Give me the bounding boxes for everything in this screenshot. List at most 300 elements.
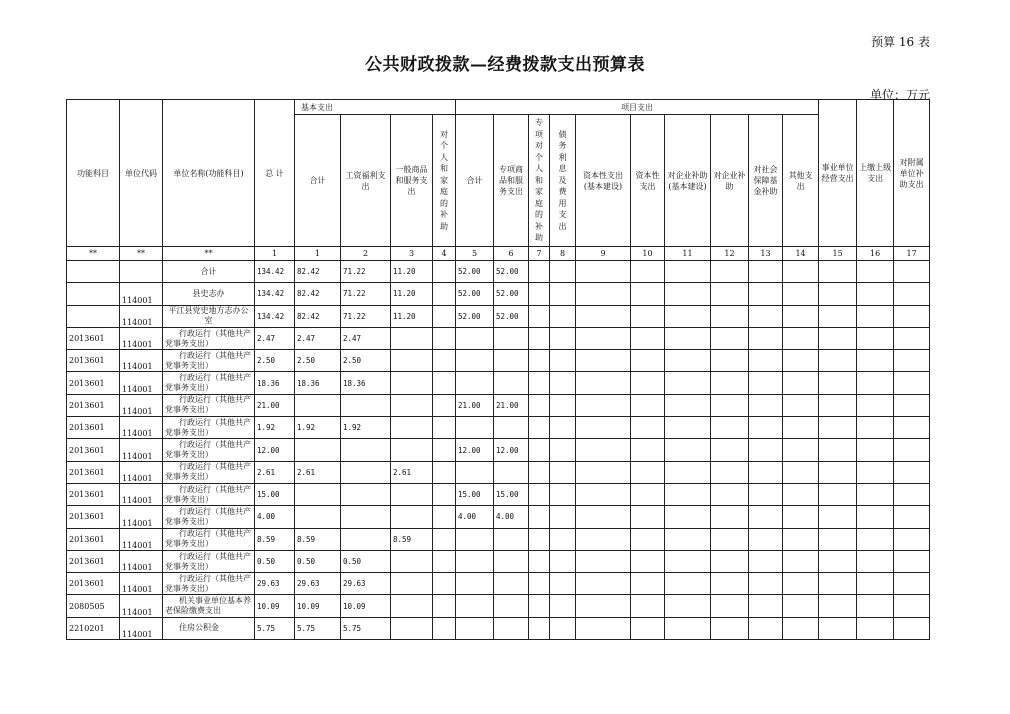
empty-cell: [783, 595, 819, 617]
empty-cell: [749, 528, 783, 550]
wages-cell: 5.75: [341, 617, 391, 639]
empty-cell: [749, 417, 783, 439]
wages-cell: [341, 506, 391, 528]
proj-sum-cell: [456, 617, 494, 639]
empty-cell: [894, 617, 930, 639]
basic-sum-cell: 10.09: [295, 595, 341, 617]
total-cell: 21.00: [255, 394, 295, 416]
empty-cell: [576, 573, 631, 595]
empty-cell: [631, 439, 665, 461]
column-index-cell: 2: [341, 247, 391, 261]
empty-cell: [711, 372, 749, 394]
header-capital2: 资本性支出: [631, 115, 665, 247]
empty-cell: [783, 305, 819, 327]
unit-code-cell: 114001: [120, 372, 163, 394]
empty-cell: [529, 595, 550, 617]
column-index-cell: 11: [665, 247, 711, 261]
column-index-cell: 10: [631, 247, 665, 261]
basic-sum-cell: 1.92: [295, 417, 341, 439]
budget-table: [66, 99, 930, 640]
unit-code-cell: 114001: [120, 483, 163, 505]
total-cell: 2.47: [255, 327, 295, 349]
table-row: [67, 439, 930, 461]
basic-sum-cell: [295, 394, 341, 416]
basic-sum-cell: 5.75: [295, 617, 341, 639]
empty-cell: [665, 483, 711, 505]
func-code-cell: 2013601: [67, 439, 120, 461]
table-row: [67, 305, 930, 327]
empty-cell: [857, 327, 894, 349]
header-special-goods: 专项商品和服务支出: [494, 115, 529, 247]
unit-name-cell: 县史志办: [163, 283, 255, 305]
empty-cell: [819, 461, 857, 483]
empty-cell: [857, 483, 894, 505]
wages-cell: 18.36: [341, 372, 391, 394]
personal-cell: [433, 461, 456, 483]
goods-cell: [391, 550, 433, 572]
total-cell: 2.50: [255, 350, 295, 372]
empty-cell: [529, 461, 550, 483]
empty-cell: [550, 372, 576, 394]
empty-cell: [711, 528, 749, 550]
empty-cell: [749, 327, 783, 349]
header-personal-text: 对个人和家庭的补助: [440, 129, 448, 231]
total-cell: 5.75: [255, 617, 295, 639]
empty-cell: [711, 595, 749, 617]
empty-cell: [529, 261, 550, 283]
column-index-cell: 3: [391, 247, 433, 261]
basic-sum-cell: [295, 483, 341, 505]
empty-cell: [631, 617, 665, 639]
empty-cell: [857, 595, 894, 617]
empty-cell: [783, 327, 819, 349]
proj-sum-cell: [456, 327, 494, 349]
total-cell: 8.59: [255, 528, 295, 550]
empty-cell: [857, 506, 894, 528]
unit-code-cell: 114001: [120, 327, 163, 349]
goods-cell: [391, 506, 433, 528]
empty-cell: [550, 573, 576, 595]
basic-sum-cell: 8.59: [295, 528, 341, 550]
empty-cell: [819, 261, 857, 283]
empty-cell: [665, 595, 711, 617]
empty-cell: [576, 372, 631, 394]
total-cell: 29.63: [255, 573, 295, 595]
empty-cell: [711, 506, 749, 528]
total-cell: 10.09: [255, 595, 295, 617]
unit-label: 单位：万元: [869, 88, 930, 102]
empty-cell: [819, 573, 857, 595]
empty-cell: [550, 483, 576, 505]
empty-cell: [819, 483, 857, 505]
personal-cell: [433, 573, 456, 595]
empty-cell: [711, 350, 749, 372]
func-code-cell: 2013601: [67, 394, 120, 416]
func-code-cell: [67, 283, 120, 305]
empty-cell: [819, 550, 857, 572]
empty-cell: [819, 417, 857, 439]
proj-sum-cell: [456, 461, 494, 483]
empty-cell: [749, 372, 783, 394]
goods-cell: [391, 483, 433, 505]
total-cell: 1.92: [255, 417, 295, 439]
empty-cell: [550, 595, 576, 617]
empty-cell: [665, 372, 711, 394]
proj-sum-cell: 52.00: [456, 305, 494, 327]
func-code-cell: 2013601: [67, 372, 120, 394]
table-row: [67, 350, 930, 372]
table-row: [67, 506, 930, 528]
column-index-cell: 12: [711, 247, 749, 261]
empty-cell: [857, 439, 894, 461]
wages-cell: [341, 461, 391, 483]
table-row: [67, 550, 930, 572]
empty-cell: [894, 305, 930, 327]
basic-sum-cell: [295, 439, 341, 461]
wages-cell: 71.22: [341, 283, 391, 305]
unit-name-cell: 行政运行（其他共产党事务支出）: [163, 327, 255, 349]
empty-cell: [819, 327, 857, 349]
empty-cell: [529, 573, 550, 595]
wages-cell: 0.50: [341, 550, 391, 572]
unit-name-cell: 平江县党史地方志办公室: [163, 305, 255, 327]
empty-cell: [783, 372, 819, 394]
header-enterprise: 对企业补助: [711, 115, 749, 247]
wages-cell: [341, 528, 391, 550]
unit-name-cell: 行政运行（其他共产党事务支出）: [163, 417, 255, 439]
goods-cell: [391, 350, 433, 372]
goods-cell: [391, 394, 433, 416]
empty-cell: [529, 506, 550, 528]
empty-cell: [665, 550, 711, 572]
basic-sum-cell: 82.42: [295, 261, 341, 283]
empty-cell: [631, 483, 665, 505]
empty-cell: [529, 350, 550, 372]
empty-cell: [857, 394, 894, 416]
unit-code-cell: 114001: [120, 573, 163, 595]
goods-cell: [391, 372, 433, 394]
empty-cell: [711, 305, 749, 327]
special-goods-cell: [494, 550, 529, 572]
empty-cell: [529, 372, 550, 394]
empty-cell: [550, 305, 576, 327]
empty-cell: [665, 573, 711, 595]
empty-cell: [665, 439, 711, 461]
empty-cell: [749, 461, 783, 483]
goods-cell: [391, 417, 433, 439]
unit-code-cell: 114001: [120, 394, 163, 416]
special-goods-cell: [494, 350, 529, 372]
func-code-cell: 2013601: [67, 483, 120, 505]
empty-cell: [711, 394, 749, 416]
header-social-security: 对社会保障基金补助: [749, 115, 783, 247]
func-code-cell: 2013601: [67, 506, 120, 528]
empty-cell: [550, 550, 576, 572]
unit-code-cell: [120, 261, 163, 283]
empty-cell: [665, 305, 711, 327]
wages-cell: 71.22: [341, 305, 391, 327]
wages-cell: 71.22: [341, 261, 391, 283]
empty-cell: [857, 350, 894, 372]
column-index-cell: 15: [819, 247, 857, 261]
func-code-cell: 2013601: [67, 350, 120, 372]
empty-cell: [749, 261, 783, 283]
empty-cell: [857, 550, 894, 572]
empty-cell: [857, 261, 894, 283]
table-row: [67, 394, 930, 416]
table-row: [67, 461, 930, 483]
empty-cell: [550, 461, 576, 483]
empty-cell: [749, 550, 783, 572]
goods-cell: 11.20: [391, 283, 433, 305]
empty-cell: [631, 394, 665, 416]
empty-cell: [783, 394, 819, 416]
table-row: [67, 327, 930, 349]
basic-sum-cell: [295, 506, 341, 528]
empty-cell: [857, 372, 894, 394]
personal-cell: [433, 617, 456, 639]
header-public-unit: 事业单位经营支出: [819, 100, 857, 247]
table-body: [67, 261, 930, 640]
func-code-cell: 2210201: [67, 617, 120, 639]
unit-name-cell: 行政运行（其他共产党事务支出）: [163, 528, 255, 550]
form-number: 预算 16 表: [871, 35, 930, 49]
header-subordinate: 对附属单位补助支出: [894, 100, 930, 247]
header-capital: 资本性支出(基本建设): [576, 115, 631, 247]
table-row: [67, 617, 930, 639]
unit-code-cell: 114001: [120, 350, 163, 372]
goods-cell: [391, 573, 433, 595]
empty-cell: [631, 327, 665, 349]
empty-cell: [631, 417, 665, 439]
empty-cell: [576, 305, 631, 327]
empty-cell: [576, 506, 631, 528]
unit-code-cell: 114001: [120, 528, 163, 550]
table-row: [67, 261, 930, 283]
empty-cell: [529, 550, 550, 572]
proj-sum-cell: 21.00: [456, 394, 494, 416]
table-row: [67, 573, 930, 595]
func-code-cell: 2013601: [67, 327, 120, 349]
empty-cell: [576, 617, 631, 639]
personal-cell: [433, 327, 456, 349]
basic-sum-cell: 82.42: [295, 305, 341, 327]
table-row: [67, 283, 930, 305]
header-debt-interest-text: 债务利息及费用支出: [558, 129, 567, 231]
empty-cell: [711, 617, 749, 639]
basic-sum-cell: 0.50: [295, 550, 341, 572]
empty-cell: [529, 528, 550, 550]
wages-cell: [341, 439, 391, 461]
empty-cell: [749, 305, 783, 327]
special-goods-cell: [494, 528, 529, 550]
empty-cell: [529, 394, 550, 416]
empty-cell: [550, 350, 576, 372]
empty-cell: [665, 417, 711, 439]
column-index-cell: 1: [255, 247, 295, 261]
table-row: [67, 595, 930, 617]
empty-cell: [576, 283, 631, 305]
personal-cell: [433, 350, 456, 372]
personal-cell: [433, 417, 456, 439]
empty-cell: [576, 483, 631, 505]
empty-cell: [665, 283, 711, 305]
basic-sum-cell: 2.50: [295, 350, 341, 372]
empty-cell: [576, 461, 631, 483]
column-index-cell: 8: [550, 247, 576, 261]
unit-code-cell: 114001: [120, 550, 163, 572]
proj-sum-cell: [456, 372, 494, 394]
empty-cell: [857, 417, 894, 439]
empty-cell: [550, 283, 576, 305]
header-basic-sum: 合计: [295, 115, 341, 247]
unit-name-cell: 行政运行（其他共产党事务支出）: [163, 506, 255, 528]
empty-cell: [576, 327, 631, 349]
header-special-personal-text: 专项对个人和家庭的补助: [535, 118, 543, 243]
unit-name-cell: 住房公积金: [163, 617, 255, 639]
column-index-cell: 16: [857, 247, 894, 261]
empty-cell: [529, 305, 550, 327]
empty-cell: [529, 439, 550, 461]
proj-sum-cell: [456, 417, 494, 439]
unit-code-cell: 114001: [120, 305, 163, 327]
unit-name-cell: 行政运行（其他共产党事务支出）: [163, 483, 255, 505]
total-cell: 2.61: [255, 461, 295, 483]
func-code-cell: 2013601: [67, 550, 120, 572]
unit-code-cell: 114001: [120, 461, 163, 483]
unit-name-cell: 合计: [163, 261, 255, 283]
header-unit-name: 单位名称(功能科目): [163, 100, 255, 247]
basic-sum-cell: 2.61: [295, 461, 341, 483]
total-cell: 18.36: [255, 372, 295, 394]
personal-cell: [433, 550, 456, 572]
column-index-cell: **: [120, 247, 163, 261]
func-code-cell: 2013601: [67, 528, 120, 550]
empty-cell: [550, 506, 576, 528]
column-index-cell: 4: [433, 247, 456, 261]
empty-cell: [529, 283, 550, 305]
empty-cell: [576, 261, 631, 283]
header-wages: 工资福利支出: [341, 115, 391, 247]
proj-sum-cell: 12.00: [456, 439, 494, 461]
empty-cell: [665, 394, 711, 416]
empty-cell: [631, 372, 665, 394]
empty-cell: [783, 550, 819, 572]
special-goods-cell: [494, 417, 529, 439]
empty-cell: [576, 417, 631, 439]
empty-cell: [783, 417, 819, 439]
empty-cell: [819, 394, 857, 416]
header-enterprise-basic: 对企业补助(基本建设): [665, 115, 711, 247]
empty-cell: [576, 394, 631, 416]
empty-cell: [550, 528, 576, 550]
header-proj-sum: 合计: [456, 115, 494, 247]
empty-cell: [576, 595, 631, 617]
empty-cell: [631, 506, 665, 528]
page-title: 公共财政拨款—经费拨款支出预算表: [365, 55, 645, 75]
empty-cell: [749, 394, 783, 416]
empty-cell: [894, 283, 930, 305]
goods-cell: 2.61: [391, 461, 433, 483]
personal-cell: [433, 394, 456, 416]
empty-cell: [783, 528, 819, 550]
empty-cell: [749, 439, 783, 461]
wages-cell: [341, 394, 391, 416]
empty-cell: [783, 461, 819, 483]
unit-code-cell: 114001: [120, 506, 163, 528]
special-goods-cell: 12.00: [494, 439, 529, 461]
special-goods-cell: [494, 573, 529, 595]
wages-cell: 10.09: [341, 595, 391, 617]
column-index-cell: 6: [494, 247, 529, 261]
table-row: [67, 417, 930, 439]
header-debt-interest: [550, 115, 576, 247]
empty-cell: [631, 461, 665, 483]
empty-cell: [783, 350, 819, 372]
empty-cell: [749, 617, 783, 639]
total-cell: 0.50: [255, 550, 295, 572]
unit-code-cell: 114001: [120, 417, 163, 439]
empty-cell: [749, 506, 783, 528]
proj-sum-cell: [456, 573, 494, 595]
empty-cell: [631, 550, 665, 572]
empty-cell: [550, 617, 576, 639]
empty-cell: [894, 394, 930, 416]
unit-name-cell: 行政运行（其他共产党事务支出）: [163, 573, 255, 595]
wages-cell: 2.50: [341, 350, 391, 372]
empty-cell: [819, 617, 857, 639]
empty-cell: [894, 461, 930, 483]
empty-cell: [819, 528, 857, 550]
unit-name-cell: 行政运行（其他共产党事务支出）: [163, 461, 255, 483]
column-index-cell: 13: [749, 247, 783, 261]
empty-cell: [857, 461, 894, 483]
empty-cell: [711, 327, 749, 349]
unit-code-cell: 114001: [120, 283, 163, 305]
column-index-cell: 5: [456, 247, 494, 261]
empty-cell: [576, 550, 631, 572]
empty-cell: [783, 483, 819, 505]
empty-cell: [894, 506, 930, 528]
empty-cell: [894, 550, 930, 572]
unit-name-cell: 行政运行（其他共产党事务支出）: [163, 350, 255, 372]
empty-cell: [857, 283, 894, 305]
basic-sum-cell: 18.36: [295, 372, 341, 394]
empty-cell: [711, 283, 749, 305]
empty-cell: [894, 483, 930, 505]
empty-cell: [819, 595, 857, 617]
header-personal: [433, 115, 456, 247]
empty-cell: [576, 439, 631, 461]
proj-sum-cell: 52.00: [456, 283, 494, 305]
proj-sum-cell: 4.00: [456, 506, 494, 528]
table-row: [67, 372, 930, 394]
proj-sum-cell: 52.00: [456, 261, 494, 283]
special-goods-cell: 52.00: [494, 283, 529, 305]
goods-cell: [391, 617, 433, 639]
empty-cell: [529, 617, 550, 639]
empty-cell: [550, 327, 576, 349]
column-index-cell: **: [67, 247, 120, 261]
table-row: [67, 528, 930, 550]
header-project-group: 项目支出: [456, 100, 819, 115]
total-cell: 134.42: [255, 305, 295, 327]
personal-cell: [433, 372, 456, 394]
proj-sum-cell: [456, 550, 494, 572]
special-goods-cell: [494, 617, 529, 639]
empty-cell: [749, 573, 783, 595]
empty-cell: [550, 439, 576, 461]
